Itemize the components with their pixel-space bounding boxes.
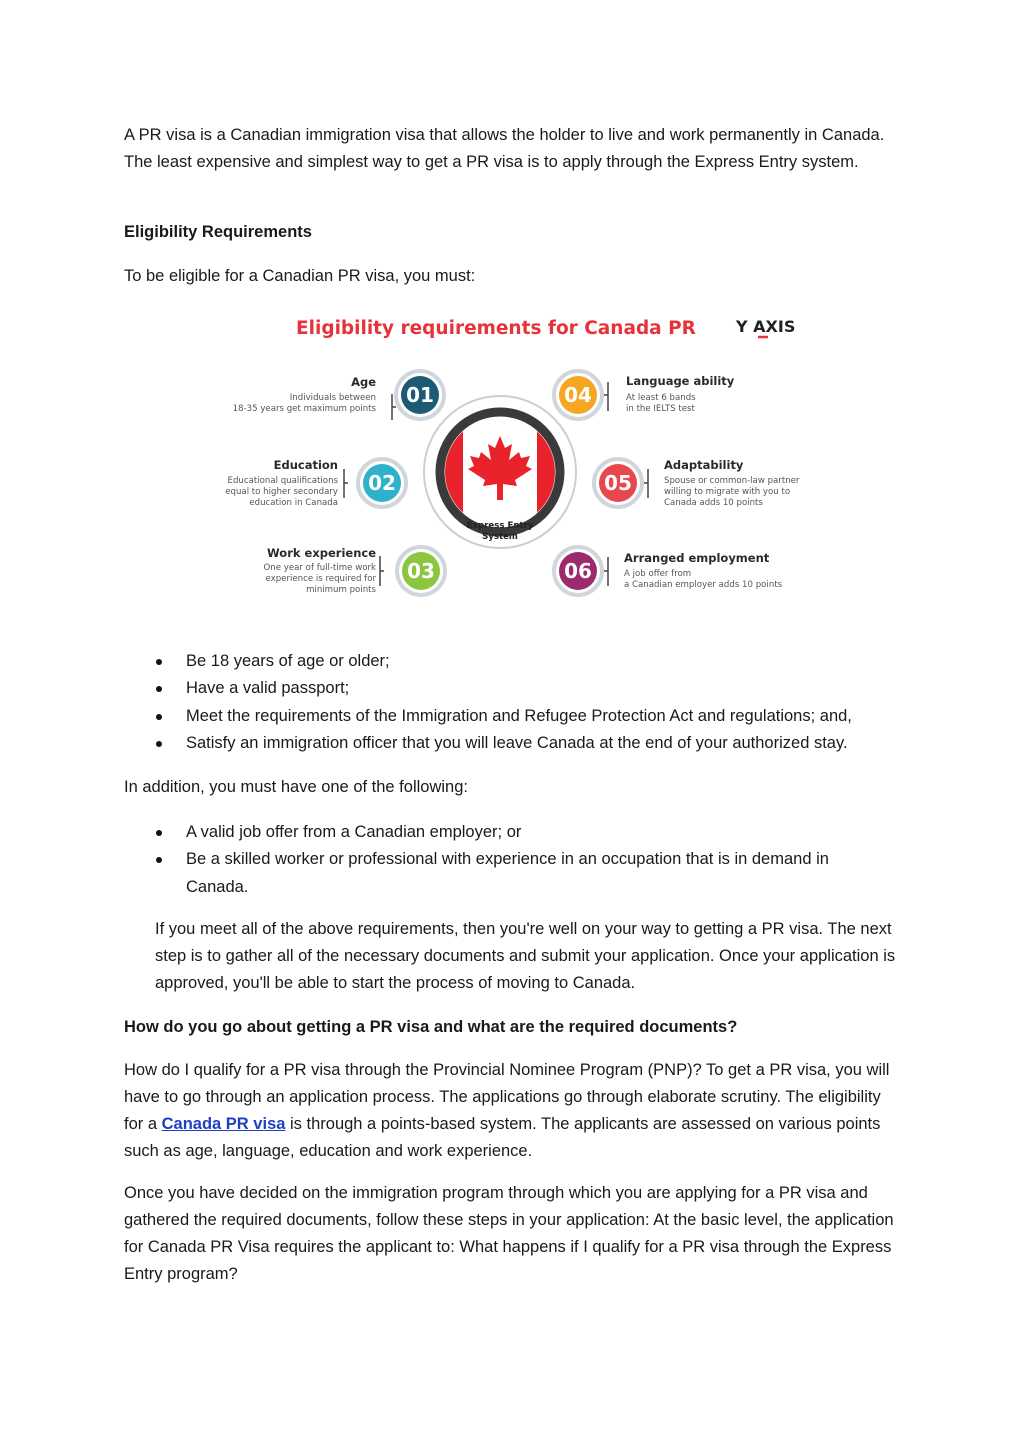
svg-text:Education: Education — [273, 458, 338, 472]
center-caption-line1: Express Entry — [466, 521, 534, 531]
svg-text:Work experience: Work experience — [267, 546, 376, 560]
list-item: Meet the requirements of the Immigration and Refugee Protection Act and regulations; and, — [124, 703, 914, 730]
pnp-text-before: How do I qualify for a PR visa through the Provincial Nominee Program (PNP)? To get a PR visa, you will have to go through an application process. The applications go through elaborate scrutiny. The eligibility for a — [124, 1061, 890, 1133]
eligibility-infographic — [222, 308, 822, 608]
infographic-title: Eligibility requirements for Canada PR — [296, 318, 696, 339]
canada-pr-visa-link[interactable]: Canada PR visa — [161, 1115, 286, 1133]
svg-text:experience is required for: experience is required for — [265, 574, 376, 584]
addition-lead: In addition, you must have one of the following: — [124, 778, 468, 796]
eligibility-heading: Eligibility Requirements — [124, 223, 312, 241]
svg-text:04: 04 — [564, 383, 592, 407]
svg-text:a Canadian employer adds 10 po: a Canadian employer adds 10 points — [624, 580, 783, 590]
svg-text:minimum points: minimum points — [306, 585, 376, 595]
svg-text:Age: Age — [351, 375, 376, 389]
list-item: Have a valid passport; — [124, 675, 914, 702]
item-02 — [225, 458, 406, 508]
center-caption-line2: System — [482, 532, 518, 542]
item-04 — [554, 371, 735, 419]
next-step-paragraph: If you meet all of the above requirements, then you're well on your way to getting a PR visa. The next step is to gather all of the necessary documents and submit your application. Once your application is approved, you'll be able to start the process of moving to Canada. — [155, 920, 896, 992]
svg-text:One year of full-time work: One year of full-time work — [263, 563, 376, 573]
eligibility-lead: To be eligible for a Canadian PR visa, you must: — [124, 267, 476, 285]
item-01 — [233, 371, 444, 420]
pnp-text-after: is through a points-based system. The applicants are assessed on various points such as age, language, education and work experience. — [124, 1115, 881, 1160]
svg-text:02: 02 — [368, 471, 396, 495]
intro-paragraph: A PR visa is a Canadian immigration visa that allows the holder to live and work permanently in Canada. The least expensive and simplest way to get a PR visa is to apply through the Express Entry system. — [124, 126, 885, 171]
svg-text:Canada adds 10 points: Canada adds 10 points — [664, 498, 763, 508]
list-item: Be 18 years of age or older; — [124, 648, 914, 675]
svg-text:01: 01 — [406, 383, 434, 407]
svg-text:Adaptability: Adaptability — [664, 458, 744, 472]
svg-text:Arranged employment: Arranged employment — [624, 551, 770, 565]
svg-text:Educational qualifications: Educational qualifications — [227, 476, 338, 486]
svg-text:06: 06 — [564, 559, 592, 583]
svg-text:equal to higher secondary: equal to higher secondary — [225, 487, 338, 497]
requirements-list — [124, 648, 914, 758]
svg-text:education in Canada: education in Canada — [249, 498, 338, 508]
svg-text:willing to migrate with you to: willing to migrate with you to — [664, 487, 791, 497]
svg-text:At least 6 bands: At least 6 bands — [626, 393, 696, 403]
pnp-paragraph — [124, 1057, 904, 1165]
svg-text:A job offer from: A job offer from — [624, 569, 692, 579]
list-item: A valid job offer from a Canadian employer; or — [124, 819, 884, 846]
howto-heading: How do you go about getting a PR visa and what are the required documents? — [124, 1018, 738, 1036]
infographic-svg — [222, 308, 822, 608]
list-item: Satisfy an immigration officer that you will leave Canada at the end of your authorized stay. — [124, 730, 914, 757]
final-paragraph: Once you have decided on the immigration program through which you are applying for a PR visa and gathered the required documents, follow these steps in your application: At the basic level, the application for Canada PR Visa requires the applicant to: What happens if I qualify for a PR visa through the Express Entry program? — [124, 1184, 894, 1283]
item-06 — [554, 547, 783, 595]
svg-text:in the IELTS test: in the IELTS test — [626, 404, 695, 414]
svg-text:05: 05 — [604, 471, 632, 495]
list-item: Be a skilled worker or professional with experience in an occupation that is in demand in Canada. — [124, 846, 884, 901]
svg-text:Language ability: Language ability — [626, 374, 735, 388]
svg-text:Individuals between: Individuals between — [289, 393, 376, 403]
brand-logo: Y AXIS — [736, 317, 796, 336]
svg-text:18-35 years get maximum points: 18-35 years get maximum points — [232, 404, 376, 414]
svg-text:03: 03 — [407, 559, 435, 583]
item-03 — [264, 546, 445, 595]
svg-text:Spouse or common-law partner: Spouse or common-law partner — [664, 476, 800, 486]
item-05 — [594, 458, 800, 508]
additional-list — [124, 819, 884, 901]
